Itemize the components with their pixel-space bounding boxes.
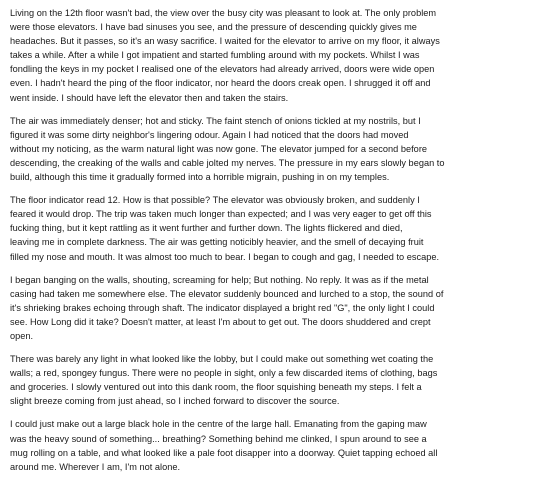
text-line: was the heavy sound of something... breathing? Something behind me clinked, I spun around to see a	[10, 433, 427, 444]
paragraph-6	[10, 417, 530, 473]
paragraph-5	[10, 352, 530, 408]
text-line: figured it was some dirty neighbor's lingering odour. Again I had noticed that the doors had moved	[10, 129, 409, 140]
text-line: There was barely any light in what looked like the lobby, but I could make out something wet coating the	[10, 354, 434, 365]
text-line: The floor indicator read 12. How is that possible? The elevator was obviously broken, and suddenly I	[10, 195, 420, 206]
text-line: without my noticing, as the warm natural light was now gone. The elevator jumped for a second before	[10, 143, 428, 154]
text-line: feared it would drop. The trip was taken much longer than expected; and I was very eager to get off this	[10, 209, 432, 220]
text-line: I could just make out a large black hole in the centre of the large hall. Emanating from the gaping maw	[10, 419, 427, 430]
text-line: The air was immediately denser; hot and sticky. The faint stench of onions tickled at my nostrils, but I	[10, 115, 421, 126]
text-line: around me. Wherever I am, I'm not alone.	[10, 461, 181, 472]
text-line: and groceries. I slowly ventured out into this dank room, the floor squishing beneath my steps. I felt a	[10, 382, 422, 393]
text-line: went inside. I should have left the elevator then and taken the stairs.	[10, 92, 289, 103]
paragraph-2	[10, 114, 530, 184]
text-line: I began banging on the walls, shouting, screaming for help; But nothing. No reply. It was as if the metal	[10, 274, 429, 285]
paragraph-3	[10, 193, 530, 263]
text-line: build, although this time it gradually formed into a horrible migrain, pushing in on my temples.	[10, 172, 390, 183]
text-line: leaving me in complete darkness. The air was getting noticibly heavier, and the smell of decaying fruit	[10, 237, 424, 248]
text-line: mug rolling on a table, and what looked like a pale foot disapper into a doorway. Quiet tapping echoed all	[10, 447, 438, 458]
text-line: even. I hadn't heard the ping of the floor indicator, nor heard the doors creak open. I shrugged it off and	[10, 78, 431, 89]
text-line: filled my nose and mouth. It was almost too much to bear. I began to cough and gag, I needed to escape.	[10, 251, 440, 262]
text-line: open.	[10, 330, 34, 341]
text-line: headaches. But it passes, so it's an wasy sacrifice. I waited for the elevator to arrive on my floor, it always	[10, 36, 440, 47]
paragraph-4	[10, 273, 530, 343]
text-line: slight breeze coming from just ahead, so I inched forward to discover the source.	[10, 396, 340, 407]
text-line: were those elevators. I have bad sinuses you see, and the pressure of descending quickly gives me	[10, 22, 417, 33]
text-line: fondling the keys in my pocket I realised one of the elevators had already arrived, doors were wide open	[10, 64, 435, 75]
text-line: fucking thing, but it kept rattling as it went further and further down. The lights flickered and died,	[10, 223, 403, 234]
text-line: casing had taken me somewhere else. The elevator suddenly bounced and lurched to a stop, the sound of	[10, 288, 444, 299]
text-line: takes a while. After a while I got impatient and started fumbling around with my pockets. Whilst I was	[10, 50, 420, 61]
text-line: see. How Long did it take? Doesn't matter, at least I'm about to get out. The doors shuddered and crept	[10, 316, 431, 327]
text-line: walls; a red, spongey fungus. There were no people in sight, only a few discarded items of clothing, bags	[10, 368, 438, 379]
text-line: Living on the 12th floor wasn't bad, the view over the busy city was pleasant to look at. The only problem	[10, 8, 437, 18]
paragraph-1	[10, 6, 530, 105]
text-line: it's shrieking brakes echoing through shaft. The indicator displayed a bright red "G", the only light I could	[10, 302, 435, 313]
text-line: descending, the creaking of the walls and cable jolted my nerves. The pressure in my ears slowly began to	[10, 157, 445, 168]
